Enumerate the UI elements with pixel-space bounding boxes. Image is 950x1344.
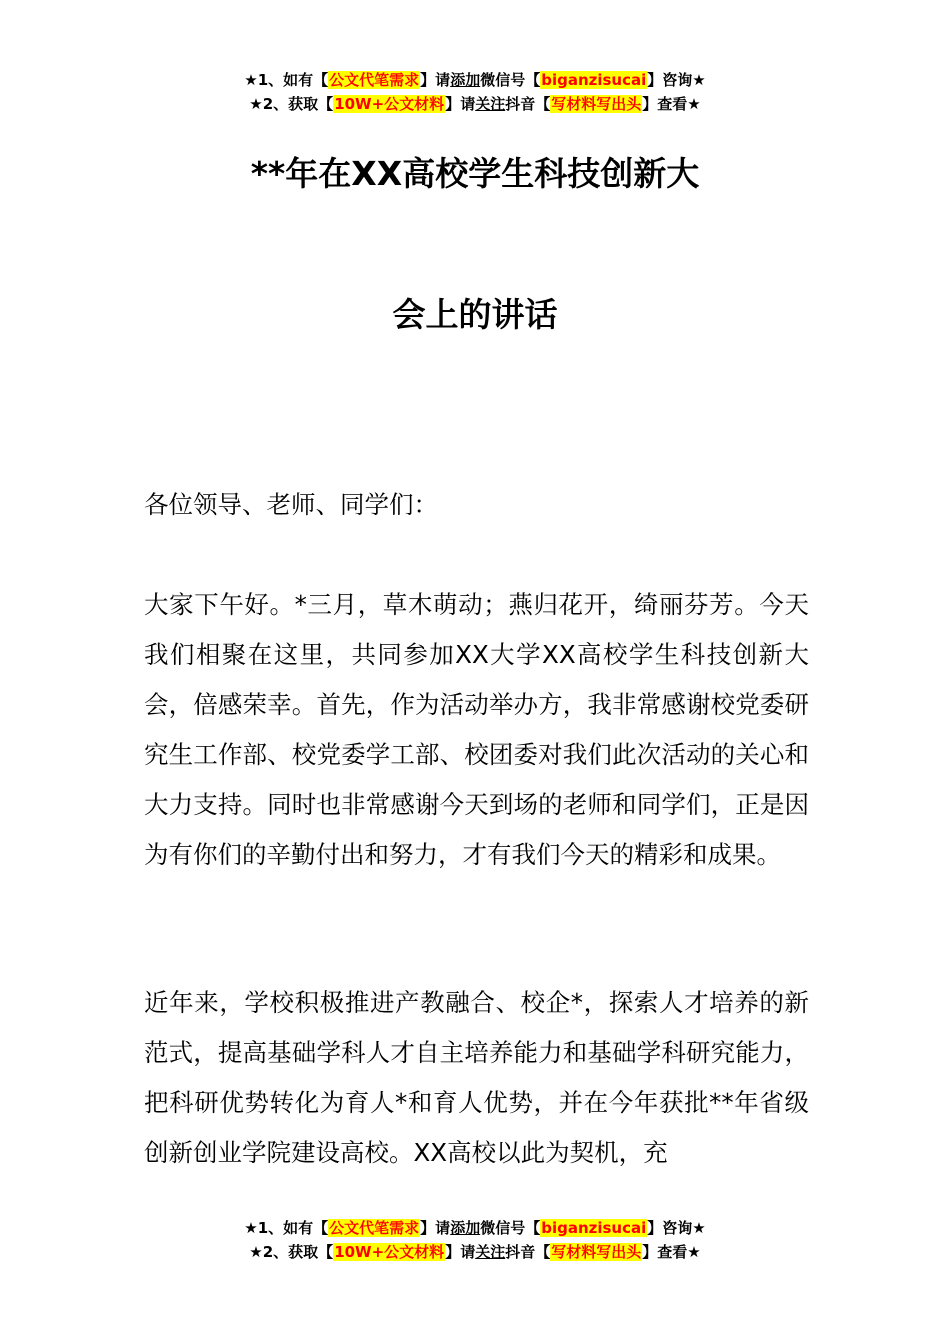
- footer-banner: [0, 1216, 950, 1264]
- banner-highlight: 公文代笔需求: [329, 71, 420, 89]
- banner-line-1: ★1、如有【公文代笔需求】请添加微信号【biganzisucai】咨询★: [244, 71, 706, 89]
- douyin-account: 写材料写出头: [551, 95, 642, 113]
- douyin-account: 写材料写出头: [551, 1243, 642, 1261]
- document-title-line-2: 会上的讲话: [392, 295, 558, 334]
- salutation: 各位领导、老师、同学们：: [144, 490, 438, 519]
- banner-line-2: ★2、获取【10W+公文材料】请关注抖音【写材料写出头】查看★: [249, 95, 701, 113]
- paragraph-2: 近年来，学校积极推进产教融合、校企*，探索人才培养的新范式，提高基础学科人才自主培养能力和基础学科研究能力，把科研优势转化为育人*和育人优势，并在今年获批**年省级创新创业学院建设高校。XX高校以此为契机，充: [144, 988, 809, 1167]
- banner-highlight: 10W+公文材料: [334, 95, 445, 113]
- wechat-id: biganzisucai: [541, 71, 647, 89]
- header-banner: [0, 68, 950, 116]
- banner-highlight: 10W+公文材料: [334, 1243, 445, 1261]
- document-title-line-1: **年在XX高校学生科技创新大: [250, 154, 700, 193]
- banner-line-1: ★1、如有【公文代笔需求】请添加微信号【biganzisucai】咨询★: [244, 1219, 706, 1237]
- banner-highlight: 公文代笔需求: [329, 1219, 420, 1237]
- paragraph-1: 大家下午好。*三月，草木萌动；燕归花开，绮丽芬芳。今天我们相聚在这里，共同参加XX大学XX高校学生科技创新大会，倍感荣幸。首先，作为活动举办方，我非常感谢校党委研究生工作部、校党委学工部、校团委对我们此次活动的关心和大力支持。同时也非常感谢今天到场的老师和同学们，正是因为有你们的辛勤付出和努力，才有我们今天的精彩和成果。: [144, 590, 809, 869]
- banner-line-2: ★2、获取【10W+公文材料】请关注抖音【写材料写出头】查看★: [249, 1243, 701, 1261]
- wechat-id: biganzisucai: [541, 1219, 647, 1237]
